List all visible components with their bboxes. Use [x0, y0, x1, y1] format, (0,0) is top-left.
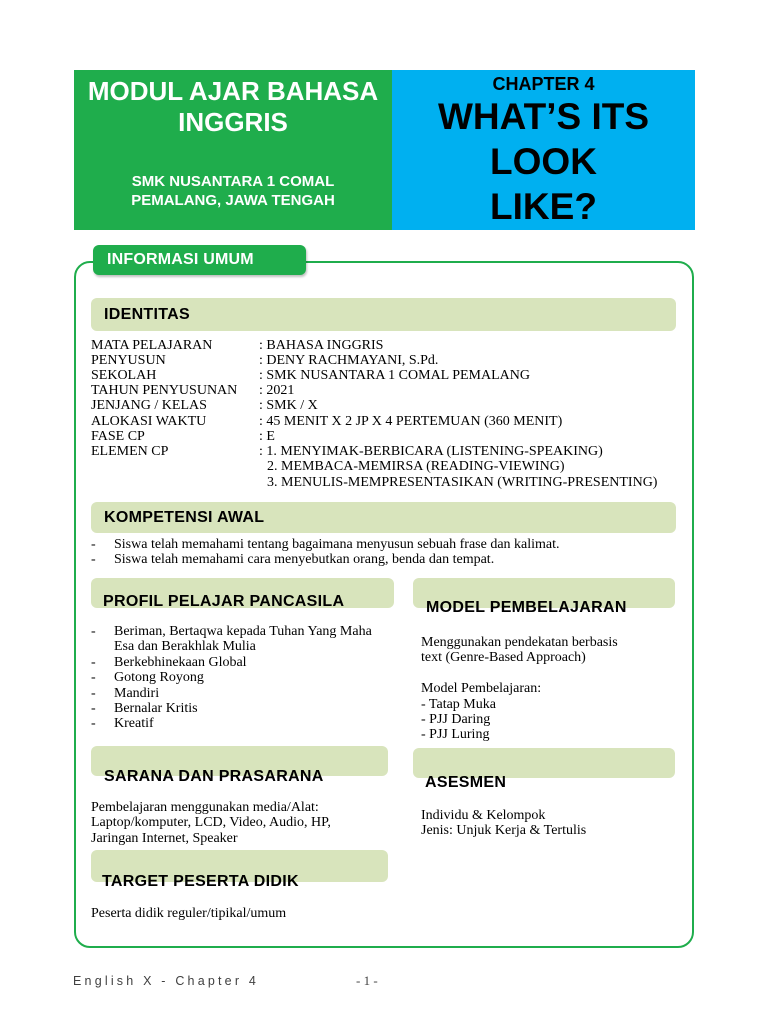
sarana-body	[91, 800, 391, 846]
row-value: 2. MEMBACA-MEMIRSA (READING-VIEWING)	[267, 459, 565, 474]
list-item: - Berkebhinekaan Global	[91, 655, 376, 670]
target-label: TARGET PESERTA DIDIK	[102, 873, 299, 890]
identitas-header	[91, 298, 676, 331]
list-item: - Kreatif	[91, 716, 376, 731]
list-item: - PJJ Daring	[421, 712, 491, 728]
sarana-header	[91, 746, 388, 785]
school-name: SMK NUSANTARA 1 COMAL PEMALANG, JAWA TENGAH	[131, 173, 335, 209]
asesmen-body	[421, 808, 681, 839]
footer-chapter-label: English X - Chapter 4	[73, 974, 260, 988]
chapter-title	[392, 94, 695, 229]
sarana-line1: Pembelajaran menggunakan media/Alat:	[91, 800, 319, 815]
chapter-title-line1: WHAT’S ITS	[437, 96, 649, 137]
model-intro-line2: text (Genre-Based Approach)	[421, 650, 586, 666]
module-title: MODUL AJAR BAHASA INGGRIS	[87, 76, 379, 137]
profil-pelajar-header	[91, 578, 394, 608]
chapter-number: CHAPTER 4	[492, 74, 595, 94]
asesmen-line1: Individu & Kelompok	[421, 808, 546, 823]
kompetensi-awal-header	[91, 502, 676, 533]
informasi-umum-tab	[93, 245, 306, 275]
row-value: : SMK NUSANTARA 1 COMAL PEMALANG	[259, 368, 530, 383]
row-value: : E	[259, 429, 275, 444]
list-item: - PJJ Luring	[421, 727, 490, 743]
row-value: : DENY RACHMAYANI, S.Pd.	[259, 353, 439, 368]
page-number: - 1 -	[356, 973, 378, 988]
target-body	[91, 906, 391, 921]
identitas-label: IDENTITAS	[104, 306, 190, 323]
chapter-title-line2: LOOK	[490, 141, 597, 182]
model-pembelajaran-header	[413, 578, 675, 616]
profil-pelajar-list	[91, 624, 376, 732]
list-item: - Bernalar Kritis	[91, 701, 376, 716]
model-pembelajaran-label: MODEL PEMBELAJARAN	[426, 599, 627, 616]
sarana-label: SARANA DAN PRASARANA	[104, 768, 324, 785]
row-key: PENYUSUN	[91, 353, 166, 368]
asesmen-line2: Jenis: Unjuk Kerja & Tertulis	[421, 823, 587, 839]
banner-right	[392, 70, 695, 230]
target-line1: Peserta didik reguler/tipikal/umum	[91, 906, 287, 921]
asesmen-label: ASESMEN	[425, 774, 507, 791]
profil-pelajar-label: PROFIL PELAJAR PANCASILA	[103, 593, 345, 610]
row-value: : 45 MENIT X 2 JP X 4 PERTEMUAN (360 MENIT)	[259, 414, 563, 429]
model-pembelajaran-body	[421, 635, 681, 743]
list-item: - Siswa telah memahami cara menyebutkan orang, benda dan tempat.	[91, 552, 681, 567]
row-value: : 1. MENYIMAK-BERBICARA (LISTENING-SPEAKING)	[259, 444, 603, 459]
kompetensi-awal-list	[91, 537, 681, 568]
row-key: ELEMEN CP	[91, 444, 169, 459]
list-item: - Siswa telah memahami tentang bagaimana menyusun sebuah frase dan kalimat.	[91, 537, 681, 552]
list-item: - Gotong Royong	[91, 670, 376, 685]
row-key: TAHUN PENYUSUNAN	[91, 383, 238, 398]
row-value: : 2021	[259, 383, 295, 398]
list-item: - Mandiri	[91, 686, 376, 701]
informasi-umum-label: INFORMASI UMUM	[107, 251, 254, 268]
row-value: 3. MENULIS-MEMPRESENTASIKAN (WRITING-PRESENTING)	[267, 475, 658, 490]
target-header	[91, 850, 388, 890]
kompetensi-awal-label: KOMPETENSI AWAL	[104, 509, 265, 526]
list-item: - Beriman, Bertaqwa kepada Tuhan Yang Maha Esa dan Berakhlak Mulia	[91, 624, 376, 655]
model-intro-line1: Menggunakan pendekatan berbasis	[421, 635, 618, 650]
list-item: - Tatap Muka	[421, 696, 496, 712]
row-key: JENJANG / KELAS	[91, 398, 207, 413]
chapter-title-line3: LIKE?	[490, 186, 597, 227]
row-key: MATA PELAJARAN	[91, 338, 213, 353]
row-key: FASE CP	[91, 429, 145, 444]
row-value: : SMK / X	[259, 398, 318, 413]
row-key: ALOKASI WAKTU	[91, 414, 207, 429]
model-sub-label: Model Pembelajaran:	[421, 681, 542, 697]
sarana-line3: Jaringan Internet, Speaker	[91, 830, 238, 846]
asesmen-header	[413, 748, 675, 791]
row-value: : BAHASA INGGRIS	[259, 338, 384, 353]
row-key: SEKOLAH	[91, 368, 157, 383]
banner-left	[74, 70, 392, 230]
sarana-line2: Laptop/komputer, LCD, Video, Audio, HP,	[91, 815, 331, 831]
